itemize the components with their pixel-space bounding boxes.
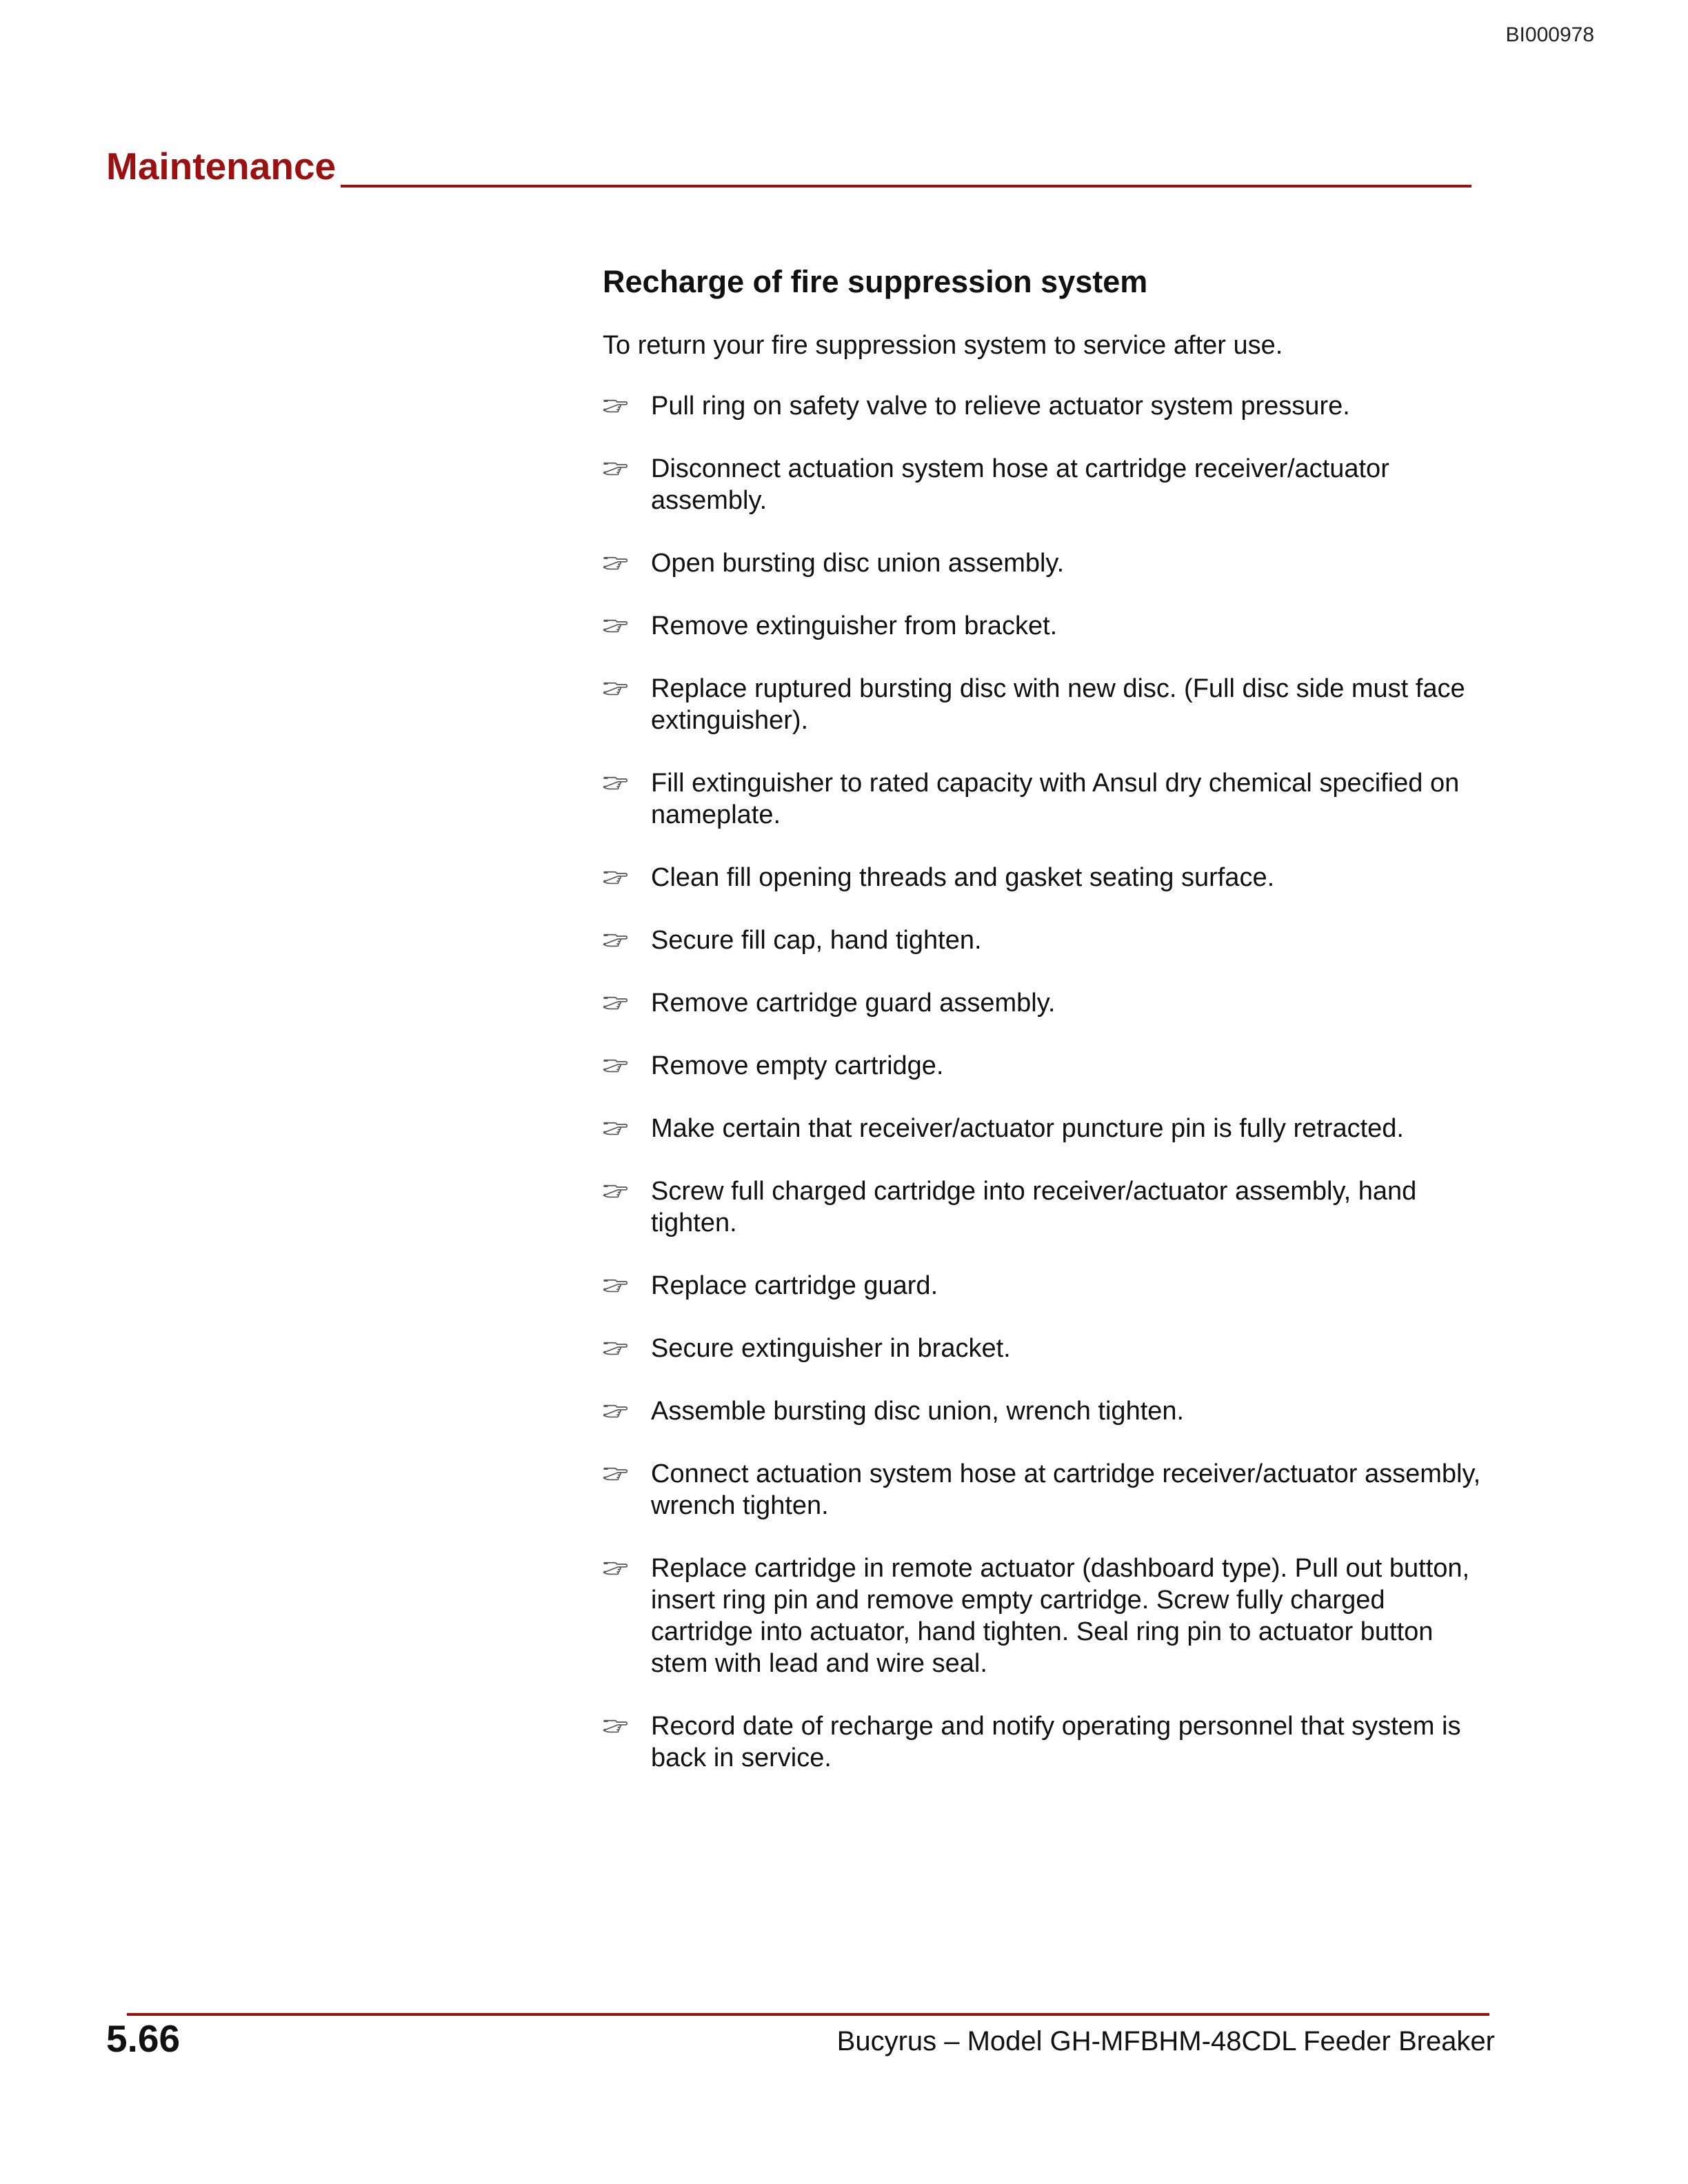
footer-title: Bucyrus – Model GH-MFBHM-48CDL Feeder Breaker [836,2026,1495,2056]
step-text: Assemble bursting disc union, wrench tighten. [651,1397,1185,1426]
step-text: Replace ruptured bursting disc with new disc. (Full disc side must face extinguisher). [651,674,1465,735]
intro-text: To return your fire suppression system to service after use. [603,331,1283,360]
pointing-hand-icon [603,863,627,888]
step-item [603,1458,1492,1521]
step-text: Clean fill opening threads and gasket seating surface. [651,863,1275,892]
step-item [603,767,1492,831]
step-item [603,1333,1492,1364]
step-item [603,1553,1492,1679]
step-item [603,390,1492,422]
pointing-hand-icon [603,769,627,793]
step-text: Open bursting disc union assembly. [651,549,1065,578]
pointing-hand-icon [603,549,627,574]
pointing-hand-icon [603,1114,627,1139]
steps-list [603,390,1492,1774]
step-item [603,673,1492,736]
step-text: Disconnect actuation system hose at cartridge receiver/actuator assembly. [651,454,1389,515]
step-item [603,1113,1492,1144]
step-item [603,1175,1492,1239]
pointing-hand-icon [603,1554,627,1579]
step-item [603,1270,1492,1302]
step-text: Screw full charged cartridge into receiver/actuator assembly, hand tighten. [651,1177,1417,1237]
step-text: Fill extinguisher to rated capacity with Ansul dry chemical specified on nameplate. [651,769,1460,829]
step-item [603,1710,1492,1774]
pointing-hand-icon [603,926,627,951]
footer-rule [127,2013,1489,2016]
step-text: Secure fill cap, hand tighten. [651,926,982,955]
page-number: 5.66 [106,2017,181,2060]
step-text: Remove empty cartridge. [651,1051,944,1080]
pointing-hand-icon [603,1051,627,1076]
document-id: BI000978 [1505,23,1594,46]
step-text: Make certain that receiver/actuator puncture pin is fully retracted. [651,1114,1404,1143]
section-title: Maintenance [106,145,336,188]
pointing-hand-icon [603,611,627,636]
pointing-hand-icon [603,1177,627,1202]
step-item [603,924,1492,956]
main-content [603,262,1492,1805]
step-item [603,862,1492,893]
step-item [603,1050,1492,1082]
pointing-hand-icon [603,989,627,1013]
step-item [603,1395,1492,1427]
step-item [603,610,1492,642]
pointing-hand-icon [603,674,627,699]
step-text: Pull ring on safety valve to relieve actuator system pressure. [651,392,1350,421]
step-item [603,453,1492,516]
content-heading: Recharge of fire suppression system [603,264,1148,299]
pointing-hand-icon [603,1712,627,1737]
section-header [106,142,1471,190]
step-item [603,547,1492,579]
step-text: Replace cartridge in remote actuator (dashboard type). Pull out button, insert ring pin and remove empty cartridge. Screw fully charged cartridge into actuator, hand tighten. Seal ring pin to actuator button stem with lead and wire seal. [651,1554,1470,1678]
pointing-hand-icon [603,1397,627,1422]
step-item [603,987,1492,1019]
step-text: Replace cartridge guard. [651,1271,938,1300]
step-text: Connect actuation system hose at cartridge receiver/actuator assembly, wrench tighten. [651,1459,1481,1520]
pointing-hand-icon [603,454,627,479]
step-text: Remove cartridge guard assembly. [651,989,1056,1018]
step-text: Record date of recharge and notify operating personnel that system is back in service. [651,1712,1461,1772]
step-text: Remove extinguisher from bracket. [651,611,1058,640]
pointing-hand-icon [603,1459,627,1484]
section-title-rule [341,185,1471,188]
pointing-hand-icon [603,1271,627,1296]
pointing-hand-icon [603,392,627,416]
pointing-hand-icon [603,1334,627,1359]
step-text: Secure extinguisher in bracket. [651,1334,1011,1363]
